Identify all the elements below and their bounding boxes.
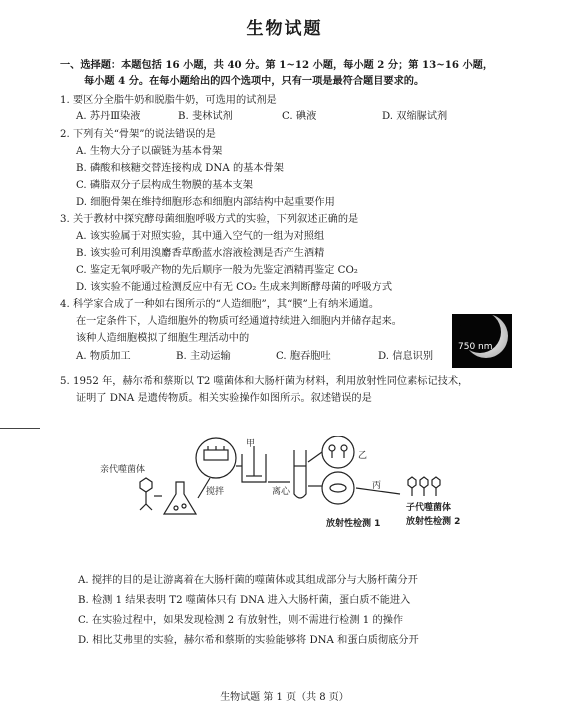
q3-option-c: C. 鉴定无氧呼吸产物的先后顺序一般为先鉴定酒精再鉴定 CO₂	[76, 265, 358, 276]
label-stir: 搅拌	[206, 487, 225, 497]
artificial-cell-micrograph	[452, 314, 512, 368]
q5-stem-line2: 证明了 DNA 是遗传物质。相关实验操作如图所示。叙述错误的是	[76, 393, 372, 404]
scale-bar-label: 750 nm	[458, 342, 493, 352]
q5-stem-line1: 5. 1952 年，赫尔希和蔡斯以 T2 噬菌体和大肠杆菌为材料，利用放射性同位素标记技术，	[60, 376, 469, 387]
q4-stem-line2: 在一定条件下，人造细胞外的物质可经通道持续进入细胞内并储存起来。	[76, 316, 402, 327]
q4-option-a: A. 物质加工	[76, 351, 131, 362]
q2-stem: 2. 下列有关“骨架”的说法错误的是	[60, 129, 216, 140]
crescent-cell-image	[452, 314, 512, 368]
beaker-icon	[242, 446, 266, 482]
q3-option-a: A. 该实验属于对照实验，其中通入空气的一组为对照组	[76, 231, 325, 242]
q4-option-c: C. 胞吞胞吐	[276, 351, 331, 362]
q1-option-c: C. 碘液	[282, 111, 317, 122]
bacteria-circle-icon	[196, 438, 236, 478]
bing-circle-icon	[322, 472, 354, 504]
page-footer: 生物试题 第 1 页（共 8 页）	[220, 692, 349, 703]
flask-icon	[164, 482, 196, 514]
yi-circle-icon	[322, 436, 354, 468]
q1-stem: 1. 要区分全脂牛奶和脱脂牛奶，可选用的试剂是	[60, 95, 277, 106]
label-detect2: 放射性检测 2	[406, 517, 461, 527]
q5-option-d: D. 相比艾弗里的实验，赫尔希和蔡斯的实验能够将 DNA 和蛋白质彻底分开	[78, 635, 419, 646]
q4-stem-line3: 该种人造细胞模拟了细胞生理活动中的	[76, 333, 250, 344]
centrifuge-tube-icon	[294, 450, 306, 498]
label-detect1: 放射性检测 1	[326, 519, 381, 529]
q1-option-b: B. 斐林试剂	[178, 111, 233, 122]
q3-option-d: D. 该实验不能通过检测反应中有无 CO₂ 生成来判断酵母菌的呼吸方式	[76, 282, 393, 293]
label-jia: 甲	[246, 439, 256, 449]
q5-option-c: C. 在实验过程中，如果发现检测 2 有放射性，则不需进行检测 1 的操作	[78, 615, 404, 626]
label-offspring: 子代噬菌体	[406, 503, 452, 513]
q1-option-a: A. 苏丹Ⅲ染液	[76, 111, 141, 122]
q4-option-d: D. 信息识别	[378, 351, 434, 362]
q2-option-a: A. 生物大分子以碳链为基本骨架	[76, 146, 223, 157]
section-header-line1: 一、选择题：本题包括 16 小题，共 40 分。第 1~12 小题，每小题 2 分；第 13~16 小题，	[60, 59, 494, 71]
q1-option-d: D. 双缩脲试剂	[382, 111, 448, 122]
parent-phage-icon	[140, 478, 152, 510]
label-yi: 乙	[358, 451, 368, 461]
margin-rule	[0, 428, 40, 429]
q2-option-c: C. 磷脂双分子层构成生物膜的基本支架	[76, 180, 253, 191]
q2-option-d: D. 细胞骨架在维持细胞形态和细胞内部结构中起重要作用	[76, 197, 335, 208]
section-header-line2: 每小题 4 分。在每小题给出的四个选项中，只有一项是最符合题目要求的。	[84, 75, 425, 87]
arrow-tube-to-yi	[308, 452, 322, 462]
page-title: 生物试题	[246, 19, 323, 39]
q5-option-b: B. 检测 1 结果表明 T2 噬菌体只有 DNA 进入大肠杆菌，蛋白质不能进入	[78, 595, 411, 606]
label-parent-phage: 亲代噬菌体	[100, 465, 146, 475]
q3-option-b: B. 该实验可利用溴麝香草酚蓝水溶液检测是否产生酒精	[76, 248, 325, 259]
q3-stem: 3. 关于教材中探究酵母菌细胞呼吸方式的实验，下列叙述正确的是	[60, 214, 359, 225]
q5-option-a: A. 搅拌的目的是让游离着在大肠杆菌的噬菌体或其组成部分与大肠杆菌分开	[78, 575, 418, 586]
q2-option-b: B. 磷酸和核糖交替连接构成 DNA 的基本骨架	[76, 163, 284, 174]
q4-option-b: B. 主动运输	[176, 351, 231, 362]
q4-stem-line1: 4. 科学家合成了一种如右图所示的“人造细胞”，其“膜”上有纳米通道。	[60, 299, 380, 310]
offspring-phage-icons	[408, 477, 440, 496]
hershey-chase-diagram	[100, 436, 500, 554]
label-centrifuge: 离心	[272, 487, 291, 497]
label-bing: 丙	[372, 481, 382, 491]
